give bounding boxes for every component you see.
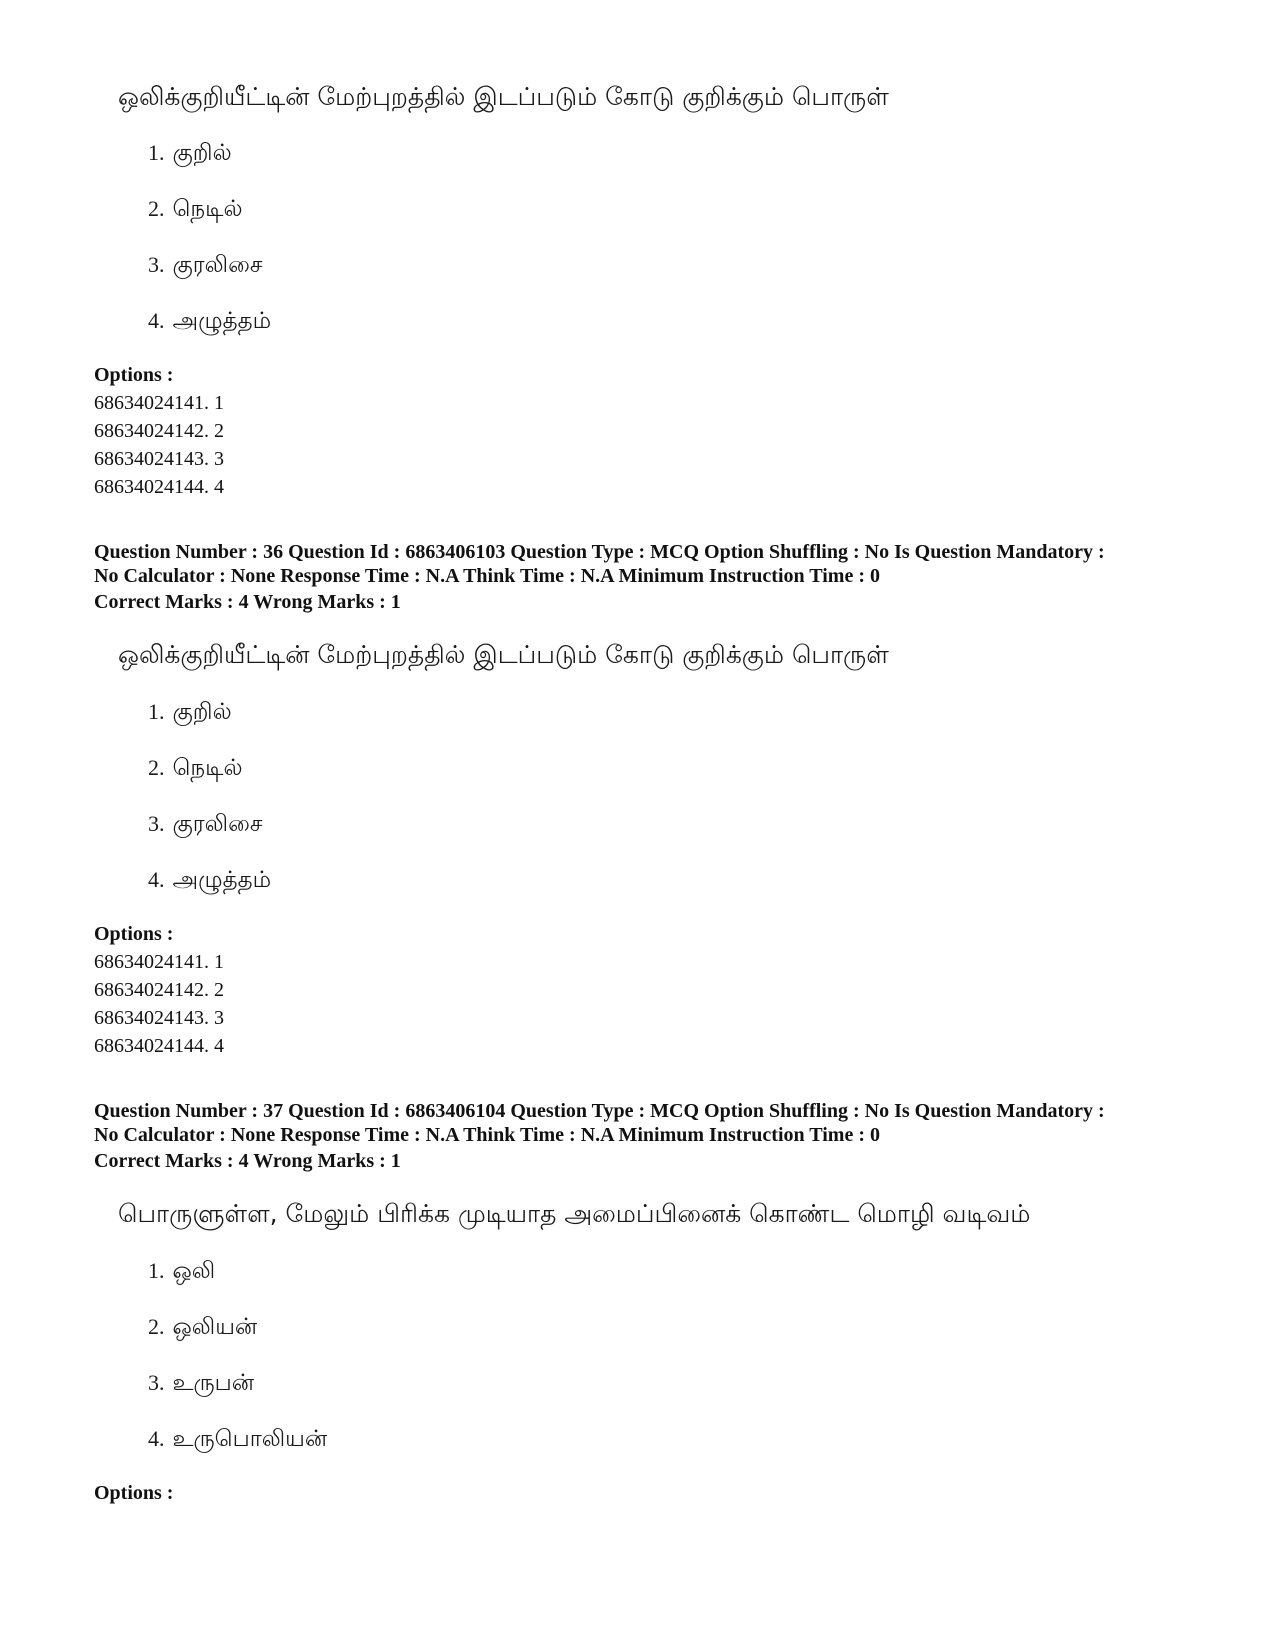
options-heading: Options :	[94, 1482, 174, 1504]
question-37-text: பொருளுள்ள, மேலும் பிரிக்க முடியாத அமைப்பினைக் கொண்ட மொழி வடிவம்	[118, 1199, 1031, 1228]
choice-text: அழுத்தம்	[172, 867, 272, 893]
choice-number: 1.	[148, 1258, 165, 1283]
option-id-line: 68634024142. 2	[94, 979, 224, 1001]
choice-text: குரலிசை	[172, 811, 263, 837]
question-37-meta	[94, 1099, 1194, 1147]
option-id-line: 68634024141. 1	[94, 951, 224, 973]
choice-text: ஒலி	[172, 1258, 216, 1284]
option-id-line: 68634024144. 4	[94, 1035, 224, 1057]
question-37-marks: Correct Marks : 4 Wrong Marks : 1	[94, 1150, 401, 1172]
question-36-choice-2	[148, 755, 243, 784]
choice-number: 4.	[148, 867, 165, 892]
choice-number: 3.	[148, 1370, 165, 1395]
meta-line: No Calculator : None Response Time : N.A Think Time : N.A Minimum Instruction Time : 0	[94, 565, 880, 587]
question-37-choice-1	[148, 1258, 215, 1287]
choice-number: 1.	[148, 699, 165, 724]
options-heading: Options :	[94, 364, 174, 386]
question-37-choice-2	[148, 1314, 257, 1343]
option-id-line: 68634024141. 1	[94, 392, 224, 414]
question-35-choice-3	[148, 252, 263, 281]
choice-number: 2.	[148, 755, 165, 780]
question-36-choice-3	[148, 811, 263, 840]
choice-number: 2.	[148, 196, 165, 221]
choice-text: குரலிசை	[172, 252, 263, 278]
meta-line: Question Number : 37 Question Id : 6863406104 Question Type : MCQ Option Shuffling : No Is Question Mandatory :	[94, 1100, 1105, 1122]
choice-text: ஒலியன்	[172, 1314, 258, 1340]
choice-number: 4.	[148, 1426, 165, 1451]
question-36-marks: Correct Marks : 4 Wrong Marks : 1	[94, 591, 401, 613]
question-36-choice-4	[148, 867, 271, 896]
option-id-line: 68634024143. 3	[94, 448, 224, 470]
option-id-line: 68634024144. 4	[94, 476, 224, 498]
choice-text: உருபொலியன்	[172, 1426, 328, 1452]
choice-text: நெடில்	[172, 755, 243, 781]
question-35-choice-4	[148, 308, 271, 337]
choice-text: குறில்	[172, 699, 232, 725]
choice-number: 2.	[148, 1314, 165, 1339]
question-35-text: ஒலிக்குறியீட்டின் மேற்புறத்தில் இடப்படும் கோடு குறிக்கும் பொருள்	[118, 82, 889, 111]
choice-text: நெடில்	[172, 196, 243, 222]
question-35-choice-2	[148, 196, 243, 225]
choice-number: 1.	[148, 140, 165, 165]
option-id-line: 68634024142. 2	[94, 420, 224, 442]
choice-text: அழுத்தம்	[172, 308, 272, 334]
option-id-line: 68634024143. 3	[94, 1007, 224, 1029]
question-37-choice-3	[148, 1370, 254, 1399]
question-36-meta	[94, 540, 1194, 588]
meta-line: Question Number : 36 Question Id : 6863406103 Question Type : MCQ Option Shuffling : No Is Question Mandatory :	[94, 541, 1105, 563]
choice-number: 4.	[148, 308, 165, 333]
choice-text: குறில்	[172, 140, 232, 166]
meta-line: No Calculator : None Response Time : N.A Think Time : N.A Minimum Instruction Time : 0	[94, 1124, 880, 1146]
choice-number: 3.	[148, 252, 165, 277]
question-36-choice-1	[148, 699, 232, 728]
choice-number: 3.	[148, 811, 165, 836]
question-36-text: ஒலிக்குறியீட்டின் மேற்புறத்தில் இடப்படும் கோடு குறிக்கும் பொருள்	[118, 640, 889, 669]
question-37-choice-4	[148, 1426, 327, 1455]
options-heading: Options :	[94, 923, 174, 945]
choice-text: உருபன்	[172, 1370, 255, 1396]
question-35-choice-1	[148, 140, 232, 169]
